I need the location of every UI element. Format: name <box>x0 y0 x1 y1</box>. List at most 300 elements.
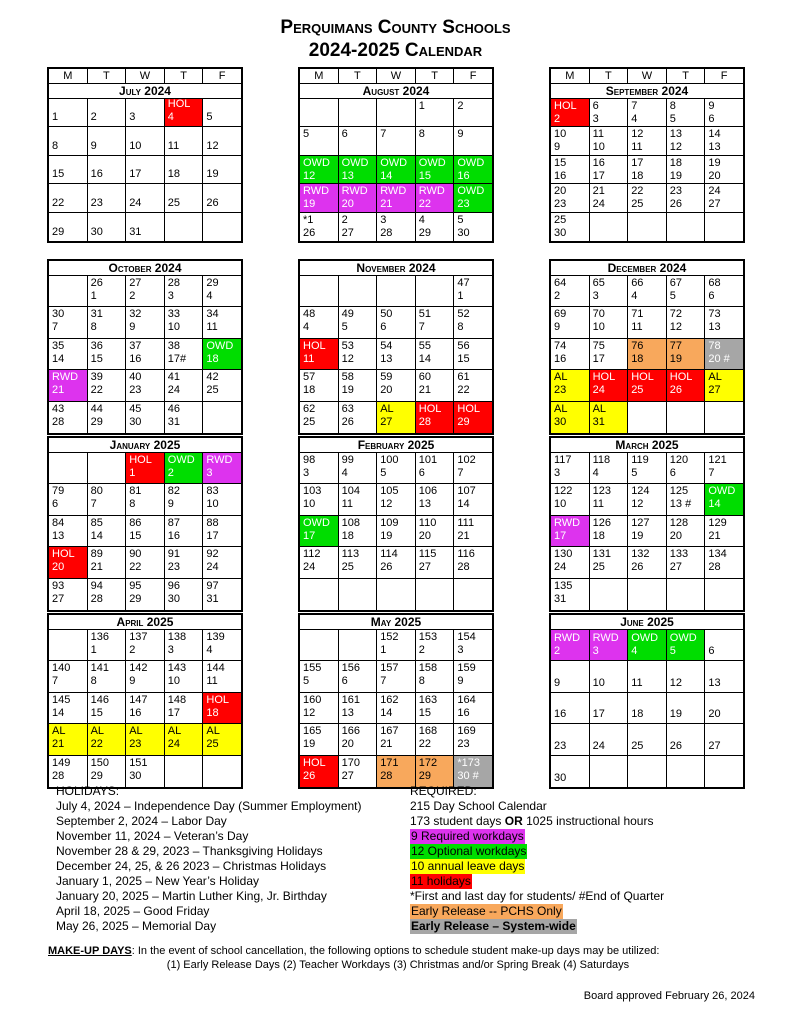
day-date: 14 <box>380 706 393 719</box>
month-8 <box>549 436 745 612</box>
day-label-top: 171 <box>380 756 399 769</box>
day-date: 8 <box>129 498 136 511</box>
day-date: 31 <box>554 592 567 605</box>
weekday-header: T <box>339 69 378 84</box>
day-date: 15 <box>129 529 142 542</box>
day-label-top: 145 <box>52 693 71 706</box>
day-date: 14 <box>418 352 432 365</box>
day-cell <box>667 630 706 661</box>
day-date: 7 <box>380 675 387 688</box>
day-label-top: 106 <box>418 485 438 498</box>
day-label-top: 6 <box>708 645 715 658</box>
day-date: 6 <box>708 290 715 302</box>
day-cell <box>339 484 378 515</box>
day-cell <box>300 579 339 610</box>
day-cell <box>49 307 88 338</box>
day-date: 20 <box>708 169 721 182</box>
day-date: 17 <box>554 529 567 542</box>
day-cell <box>165 484 204 515</box>
day-date: 1 <box>457 290 464 302</box>
day-date: 13 <box>341 169 354 182</box>
day-cell <box>454 156 492 184</box>
day-label-top: 18 <box>669 156 683 169</box>
day-date: 20 <box>669 529 683 542</box>
day-cell <box>88 724 127 755</box>
day-label-top: AL <box>554 371 568 384</box>
day-date: 14 <box>52 706 65 719</box>
day-cell <box>416 516 455 547</box>
day-cell <box>705 630 743 661</box>
day-date: 23 <box>554 198 567 211</box>
day-cell <box>628 516 667 547</box>
day-label-top: 94 <box>90 579 103 592</box>
day-cell <box>551 276 590 307</box>
day-label-top: 24 <box>592 739 605 752</box>
day-label-top: 164 <box>457 693 476 706</box>
day-date: 8 <box>457 321 464 334</box>
day-cell <box>203 402 241 433</box>
day-label-top: 116 <box>457 548 475 561</box>
day-date: 14 <box>380 169 393 182</box>
day-label-top: AL <box>708 371 722 384</box>
day-cell <box>454 184 492 212</box>
day-date: 19 <box>380 529 393 542</box>
day-cell <box>377 547 416 578</box>
day-date: 12 <box>303 169 316 182</box>
day-cell <box>667 484 706 515</box>
day-cell <box>628 184 667 212</box>
day-cell <box>126 661 165 692</box>
month-name: March 2025 <box>551 438 743 453</box>
day-label-top: RWD <box>554 632 581 645</box>
weekday-header: F <box>705 69 743 84</box>
day-label-top: OWD <box>418 156 446 169</box>
day-cell <box>377 276 416 307</box>
day-date: 9 <box>129 675 136 688</box>
day-label-top: 115 <box>418 548 437 561</box>
legend-early-release-pchs: Early Release -- PCHS Only <box>411 904 562 918</box>
day-cell <box>667 693 706 724</box>
day-cell <box>88 756 127 787</box>
day-date: 4 <box>592 467 599 479</box>
day-cell <box>49 276 88 307</box>
day-date: 29 <box>457 415 470 428</box>
day-cell <box>416 630 455 661</box>
day-date: 10 <box>206 498 219 511</box>
day-cell <box>165 156 204 184</box>
day-date: 3 <box>592 645 599 658</box>
day-label-top: OWD <box>167 454 195 466</box>
day-label-top: 33 <box>167 308 181 321</box>
day-cell <box>339 156 378 184</box>
day-label-top: 103 <box>303 485 322 498</box>
day-label-top: 38 <box>167 339 181 352</box>
day-cell <box>203 547 241 578</box>
day-cell <box>551 693 590 724</box>
day-label-top: 140 <box>52 662 71 675</box>
day-date: 16 <box>457 169 470 182</box>
day-label-top: 8 <box>52 139 59 152</box>
month-9 <box>47 613 243 789</box>
day-date: 5 <box>380 467 387 479</box>
day-cell <box>551 156 590 184</box>
day-cell <box>416 579 455 610</box>
day-label-top: 85 <box>90 516 103 529</box>
day-cell <box>454 579 492 610</box>
day-label-top: OWD <box>341 156 369 169</box>
day-cell <box>590 213 629 241</box>
day-label-top: AL <box>129 725 143 738</box>
day-label-top: 128 <box>669 516 689 529</box>
day-label-top: 23 <box>90 196 103 209</box>
day-cell <box>454 402 492 433</box>
day-label-top: 16 <box>90 168 103 181</box>
day-date: 23 <box>167 561 181 574</box>
day-cell <box>203 276 241 307</box>
day-cell <box>339 127 378 155</box>
day-cell <box>705 661 743 692</box>
month-3 <box>47 259 243 435</box>
day-date: 4 <box>206 644 213 656</box>
day-label-top: RWD <box>52 371 79 384</box>
day-cell <box>377 127 416 155</box>
day-cell <box>203 213 241 241</box>
day-label-top: 26 <box>669 739 683 752</box>
day-label-top: 55 <box>418 339 432 352</box>
makeup-label: MAKE-UP DAYS <box>48 945 132 957</box>
day-label-top: 166 <box>341 725 360 738</box>
day-label-top: RWD <box>592 632 619 645</box>
day-cell <box>88 453 127 484</box>
day-cell <box>88 339 127 370</box>
day-date: 10 <box>592 321 605 334</box>
day-cell <box>590 370 629 401</box>
day-cell <box>705 724 743 755</box>
day-date: 21 <box>52 384 65 397</box>
day-cell <box>203 516 241 547</box>
day-cell <box>203 370 241 401</box>
day-date: 27 <box>380 415 393 428</box>
day-date: 16 <box>554 169 567 182</box>
day-label-top: 18 <box>167 168 181 181</box>
day-label-top: 75 <box>592 339 605 352</box>
day-cell <box>667 339 706 370</box>
day-cell <box>416 184 455 212</box>
day-cell <box>667 756 706 787</box>
day-date: 7 <box>52 321 59 334</box>
day-label-top: 3 <box>380 213 387 226</box>
day-cell <box>88 693 127 724</box>
day-date: 17 <box>592 352 605 365</box>
day-cell <box>126 213 165 241</box>
day-cell <box>416 156 455 184</box>
day-label-top: 27 <box>129 277 142 289</box>
day-date: 5 <box>669 113 676 125</box>
legend-annual-leave: 10 annual leave days <box>411 859 525 873</box>
day-date: 25 <box>631 384 644 397</box>
day-date: 17 <box>206 529 219 542</box>
day-date: 18 <box>631 352 644 365</box>
day-date: 9 <box>554 321 561 334</box>
day-cell <box>416 127 455 155</box>
month-name: June 2025 <box>551 615 743 630</box>
day-date: 13 <box>708 321 721 334</box>
day-label-top: 17 <box>129 168 142 181</box>
day-cell <box>590 579 629 610</box>
holidays-heading: HOLIDAYS: <box>56 784 120 798</box>
day-cell <box>628 724 667 755</box>
day-cell <box>705 453 743 484</box>
day-cell <box>49 724 88 755</box>
day-cell <box>705 370 743 401</box>
day-label-top: 121 <box>708 454 727 466</box>
day-cell <box>300 724 339 755</box>
day-label-top: 135 <box>554 579 573 592</box>
day-cell <box>203 724 241 755</box>
day-label-top: 56 <box>457 339 470 352</box>
day-cell <box>590 156 629 184</box>
day-label-top: 28 <box>167 277 181 289</box>
day-label-top: 58 <box>341 371 354 384</box>
day-cell <box>203 756 241 787</box>
day-label-top: 129 <box>708 516 727 529</box>
day-label-top: 111 <box>457 516 475 529</box>
day-date: 24 <box>554 561 567 574</box>
day-cell <box>300 453 339 484</box>
month-10 <box>298 613 494 789</box>
weekday-header: T <box>165 69 204 84</box>
month-2 <box>549 67 745 243</box>
day-label-top: RWD <box>380 185 407 198</box>
day-date: 2 <box>554 290 561 302</box>
day-date: 17# <box>167 352 187 365</box>
day-cell <box>454 453 492 484</box>
weekday-header: T <box>416 69 455 84</box>
day-cell <box>377 484 416 515</box>
day-cell <box>339 756 378 787</box>
day-date: 24 <box>167 738 181 751</box>
day-cell <box>551 453 590 484</box>
day-date: 20 <box>418 529 432 542</box>
day-cell <box>339 547 378 578</box>
month-name: November 2024 <box>300 261 492 276</box>
day-cell <box>165 516 204 547</box>
day-label-top: 77 <box>669 339 683 352</box>
day-cell <box>590 516 629 547</box>
day-cell <box>667 307 706 338</box>
day-label-top: HOL <box>418 402 442 415</box>
day-label-top: 149 <box>52 756 71 769</box>
day-date: 18 <box>341 529 354 542</box>
day-date: 23 <box>554 384 567 397</box>
day-label-top: 144 <box>206 662 225 675</box>
day-cell <box>551 213 590 241</box>
day-label-top: 9 <box>708 100 715 112</box>
day-cell <box>377 184 416 212</box>
day-cell <box>667 516 706 547</box>
day-date: 25 <box>303 415 316 428</box>
day-cell <box>416 661 455 692</box>
day-date: 16 <box>554 352 567 365</box>
day-date: 4 <box>206 290 213 302</box>
day-date: 21 <box>418 384 432 397</box>
day-cell <box>628 213 667 241</box>
day-date: 30 <box>129 415 142 428</box>
day-label-top: 122 <box>554 485 573 498</box>
legend-holidays: 11 holidays <box>411 874 471 888</box>
day-cell <box>49 156 88 184</box>
month-name: January 2025 <box>49 438 241 453</box>
day-date: 8 <box>90 321 97 334</box>
day-cell <box>551 756 590 787</box>
day-cell <box>590 453 629 484</box>
makeup-days-note <box>48 944 748 972</box>
day-label-top: 119 <box>631 454 649 466</box>
day-date: 23 <box>129 738 142 751</box>
day-label-top: OWD <box>631 632 659 645</box>
day-label-top: 133 <box>669 548 689 561</box>
day-date: 27 <box>418 561 432 574</box>
day-cell <box>49 127 88 155</box>
day-cell <box>590 127 629 155</box>
day-date: 30 <box>554 226 567 239</box>
weekday-header: F <box>454 69 492 84</box>
day-label-top: RWD <box>303 185 330 198</box>
day-label-top: 13 <box>669 128 683 141</box>
day-cell <box>49 99 88 127</box>
day-date: 21 <box>457 529 470 542</box>
day-label-top: 7 <box>631 100 638 112</box>
required-heading: REQUIRED: <box>410 784 477 798</box>
day-cell <box>203 99 241 127</box>
day-cell <box>165 402 204 433</box>
day-cell <box>165 579 204 610</box>
day-cell <box>88 516 127 547</box>
day-label-top: 104 <box>341 485 360 498</box>
day-label-top: 165 <box>303 725 322 738</box>
day-cell <box>165 756 204 787</box>
day-label-top: 73 <box>708 308 721 321</box>
day-label-top: 123 <box>592 485 611 498</box>
day-label-top: 159 <box>457 662 476 675</box>
day-date: 7 <box>418 321 425 334</box>
day-date: 6 <box>669 467 676 479</box>
day-date: 18 <box>631 169 644 182</box>
day-label-top: 148 <box>167 693 187 706</box>
day-date: 25 <box>341 561 354 574</box>
day-cell <box>300 484 339 515</box>
day-label-top: 22 <box>52 196 65 209</box>
day-label-top: 41 <box>167 371 181 384</box>
day-date: 12 <box>669 321 683 334</box>
day-date: 15 <box>418 706 432 719</box>
day-label-top: 99 <box>341 454 354 466</box>
day-cell <box>454 99 492 127</box>
day-cell <box>628 99 667 127</box>
day-cell <box>165 99 204 127</box>
day-cell <box>590 547 629 578</box>
day-label-top: 27 <box>708 739 721 752</box>
day-date: 29 <box>418 769 432 782</box>
day-date: 16 <box>457 706 470 719</box>
day-cell <box>454 693 492 724</box>
day-date: 26 <box>303 226 316 239</box>
day-date: 5 <box>631 467 638 479</box>
day-label-top: 10 <box>129 139 142 152</box>
day-label-top: 118 <box>592 454 611 466</box>
day-date: 15 <box>418 169 432 182</box>
day-cell <box>49 339 88 370</box>
day-cell <box>339 516 378 547</box>
day-label-top: RWD <box>418 185 445 198</box>
day-label-top: 11 <box>592 128 605 141</box>
day-label-top: 6 <box>592 100 599 112</box>
day-cell <box>88 547 127 578</box>
day-cell <box>165 453 204 484</box>
day-date: 4 <box>303 321 310 334</box>
required-line-2 <box>410 814 664 829</box>
day-label-top: 163 <box>418 693 438 706</box>
day-cell <box>88 630 127 661</box>
day-cell <box>88 127 127 155</box>
day-cell <box>667 99 706 127</box>
day-date: 20 <box>52 561 65 574</box>
day-label-top: 132 <box>631 548 650 561</box>
day-cell <box>667 213 706 241</box>
day-cell <box>339 307 378 338</box>
day-label-top: 31 <box>129 225 142 238</box>
day-label-top: 62 <box>303 402 316 415</box>
day-cell <box>377 370 416 401</box>
day-label-top: 16 <box>592 156 605 169</box>
weekday-header: F <box>203 69 241 84</box>
day-date: 8 <box>90 675 97 688</box>
makeup-text: : In the event of school cancellation, the following options to schedule student make-up days may be utilized: <box>131 945 660 957</box>
day-cell <box>126 127 165 155</box>
day-label-top: 12 <box>669 676 683 689</box>
day-label-top: 24 <box>708 185 721 198</box>
day-label-top: AL <box>206 725 220 738</box>
day-date: 5 <box>669 645 676 658</box>
day-date: 21 <box>380 198 393 211</box>
day-label-top: 40 <box>129 371 142 384</box>
day-date: 15 <box>90 352 103 365</box>
day-label-top: AL <box>167 725 182 738</box>
day-cell <box>454 213 492 241</box>
day-cell <box>590 630 629 661</box>
day-date: 26 <box>341 415 354 428</box>
day-cell <box>705 547 743 578</box>
day-date: 30 # <box>457 769 479 782</box>
day-date: 20 # <box>708 352 730 365</box>
day-label-top: 157 <box>380 662 399 675</box>
day-label-top: 65 <box>592 277 605 289</box>
day-date: 24 <box>206 561 219 574</box>
day-cell <box>126 99 165 127</box>
day-cell <box>377 156 416 184</box>
day-cell <box>377 99 416 127</box>
day-label-top: 114 <box>380 548 398 561</box>
day-cell <box>667 402 706 433</box>
day-date: 10 <box>167 675 181 688</box>
day-cell <box>88 156 127 184</box>
day-label-top: AL <box>52 725 66 738</box>
day-date: 12 <box>303 706 316 719</box>
day-label-top: 39 <box>90 371 103 384</box>
day-label-top: 37 <box>129 339 142 352</box>
day-date: 4 <box>631 645 638 658</box>
day-date: 2 <box>554 113 561 125</box>
